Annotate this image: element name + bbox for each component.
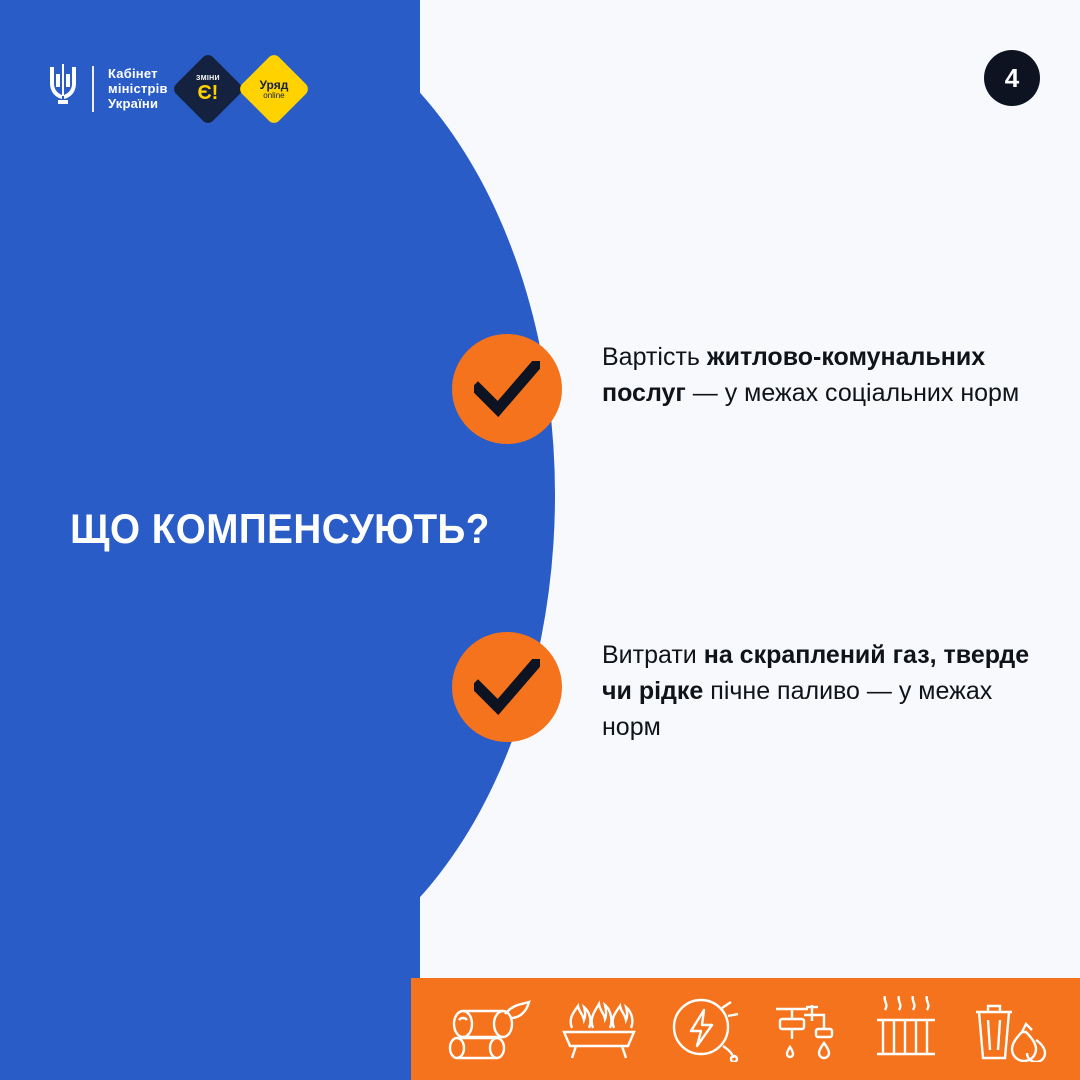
firewood-logs-icon bbox=[441, 998, 533, 1060]
zminy-top-label: ЗМІНИ bbox=[195, 74, 220, 82]
cabinet-line-1: Кабінет bbox=[108, 66, 158, 81]
cabinet-line-2: міністрів bbox=[108, 81, 168, 96]
list-item bbox=[452, 632, 1052, 745]
logo-row bbox=[48, 62, 300, 115]
uryad-main-label: Уряд bbox=[259, 77, 289, 91]
cabinet-of-ministers-label bbox=[108, 66, 168, 111]
check-mark-icon bbox=[452, 334, 562, 444]
uryad-sub-label: online bbox=[262, 90, 285, 99]
check-mark-icon bbox=[452, 632, 562, 742]
item-2-part-2: на скраплений газ, тверде чи рідке bbox=[602, 641, 1030, 705]
electricity-plug-bolt-icon bbox=[665, 996, 745, 1062]
page-number-badge: 4 bbox=[984, 50, 1040, 106]
zminy-main-label: Є! bbox=[197, 81, 219, 104]
blue-background-circle bbox=[0, 0, 555, 995]
cabinet-line-3: України bbox=[108, 96, 159, 111]
item-2-part-3: пічне паливо — у межах норм bbox=[602, 677, 993, 741]
radiator-heating-icon bbox=[867, 996, 943, 1062]
list-item bbox=[452, 334, 1052, 444]
item-2-part-1: Витрати bbox=[602, 641, 704, 669]
ukraine-trident-icon bbox=[48, 62, 78, 115]
list-item-text bbox=[602, 632, 1042, 745]
item-1-part-1: Вартість bbox=[602, 343, 707, 371]
logo-divider bbox=[92, 66, 94, 112]
uryad-online-logo bbox=[237, 52, 311, 126]
page-title: ЩО КОМПЕНСУЮТЬ? bbox=[70, 505, 490, 552]
list-item-text bbox=[602, 334, 1042, 411]
zminy-ye-logo bbox=[171, 52, 245, 126]
water-tap-icon bbox=[768, 995, 844, 1063]
utilities-icon-bar bbox=[411, 978, 1080, 1080]
waste-bin-garbage-icon bbox=[966, 996, 1050, 1062]
item-1-part-3: — у межах соціальних норм bbox=[685, 379, 1020, 407]
gas-stove-burner-icon bbox=[556, 998, 642, 1060]
item-1-part-2: житлово-комунальних послуг bbox=[602, 343, 986, 407]
